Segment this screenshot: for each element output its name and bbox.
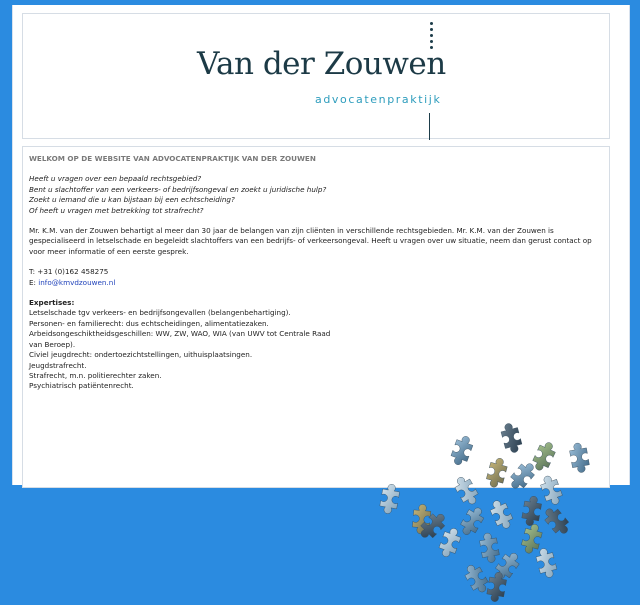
welcome-heading: WELKOM OP DE WEBSITE VAN ADVOCATENPRAKTIJK VAN DER ZOUWEN [29,154,316,163]
puzzle-piece [530,439,558,473]
puzzle-piece [541,504,573,538]
puzzle-piece [568,442,590,474]
expertise-item: Jeugdstrafrecht. [29,360,87,370]
expertise-item: Arbeidsongeschiktheidsgeschillen: WW, ZW, WAO, WIA (van UWV tot Centrale Raad van Beroep). [29,329,331,349]
puzzle-piece [538,473,564,507]
expertise-item: Personen- en familierecht: dus echtscheidingen, alimentatiezaken. [29,318,269,328]
page-container [12,5,630,485]
puzzle-piece [487,497,515,531]
question-line: Bent u slachtoffer van een verkeers- of bedrijfsongeval en zoekt u juridische hulp? [29,184,327,194]
email-line [29,278,607,288]
puzzle-piece [437,526,463,560]
puzzle-piece [452,474,482,508]
question-line: Zoekt u iemand die u kan bijstaan bij een echtscheiding? [29,195,235,205]
logo-vertical-line [429,113,430,140]
expertise-heading: Expertises: [29,298,75,308]
email-prefix: E: [29,277,39,287]
puzzle-piece [534,546,558,579]
expertise-item: Civiel jeugdrecht: ondertoezichtstellingen, uithuisplaatsingen. [29,350,253,360]
expertise-item: Psychiatrisch patiëntenrecht. [29,381,134,391]
puzzle-piece [462,562,492,596]
puzzle-piece [449,434,475,468]
puzzle-pieces-image [363,415,603,605]
puzzle-piece [499,421,523,454]
expertise-block [29,298,334,392]
expertise-item: Letselschade tgv verkeers- en bedrijfsongevallen (belangenbehartiging). [29,308,291,318]
puzzle-piece [478,532,500,564]
header-banner [22,13,610,139]
logo-subtitle: advocatenpraktijk [315,93,442,106]
puzzle-piece [379,483,401,515]
puzzle-piece [485,456,509,489]
logo-title[interactable]: Van der Zouwen [197,46,446,82]
expertise-item: Strafrecht, m.n. politierechter zaken. [29,370,162,380]
question-line: Heeft u vragen over een bepaald rechtsgebied? [29,174,202,184]
email-link[interactable]: info@kmvdzouwen.nl [38,277,116,287]
questions-block [29,174,607,216]
puzzle-piece [521,495,543,527]
contact-block [29,267,607,288]
question-line: Of heeft u vragen met betrekking tot strafrecht? [29,205,204,215]
phone-line: T: +31 (0)162 458275 [29,267,109,277]
content-panel [22,146,610,488]
puzzle-piece [457,504,487,538]
puzzle-piece [506,459,538,493]
intro-paragraph: Mr. K.M. van der Zouwen behartigt al meer dan 30 jaar de belangen van zijn cliënten in verschillende rechtsgebieden. Mr. K.M. van der Zouwen is gespecialiseerd in letselschade en begeleidt slachtoffers van een bedrijfs- of verkeersongeval. Heeft u vragen over uw situatie, neem dan gerust contact op voor meer informatie of een eerste gesprek. [29,226,592,256]
